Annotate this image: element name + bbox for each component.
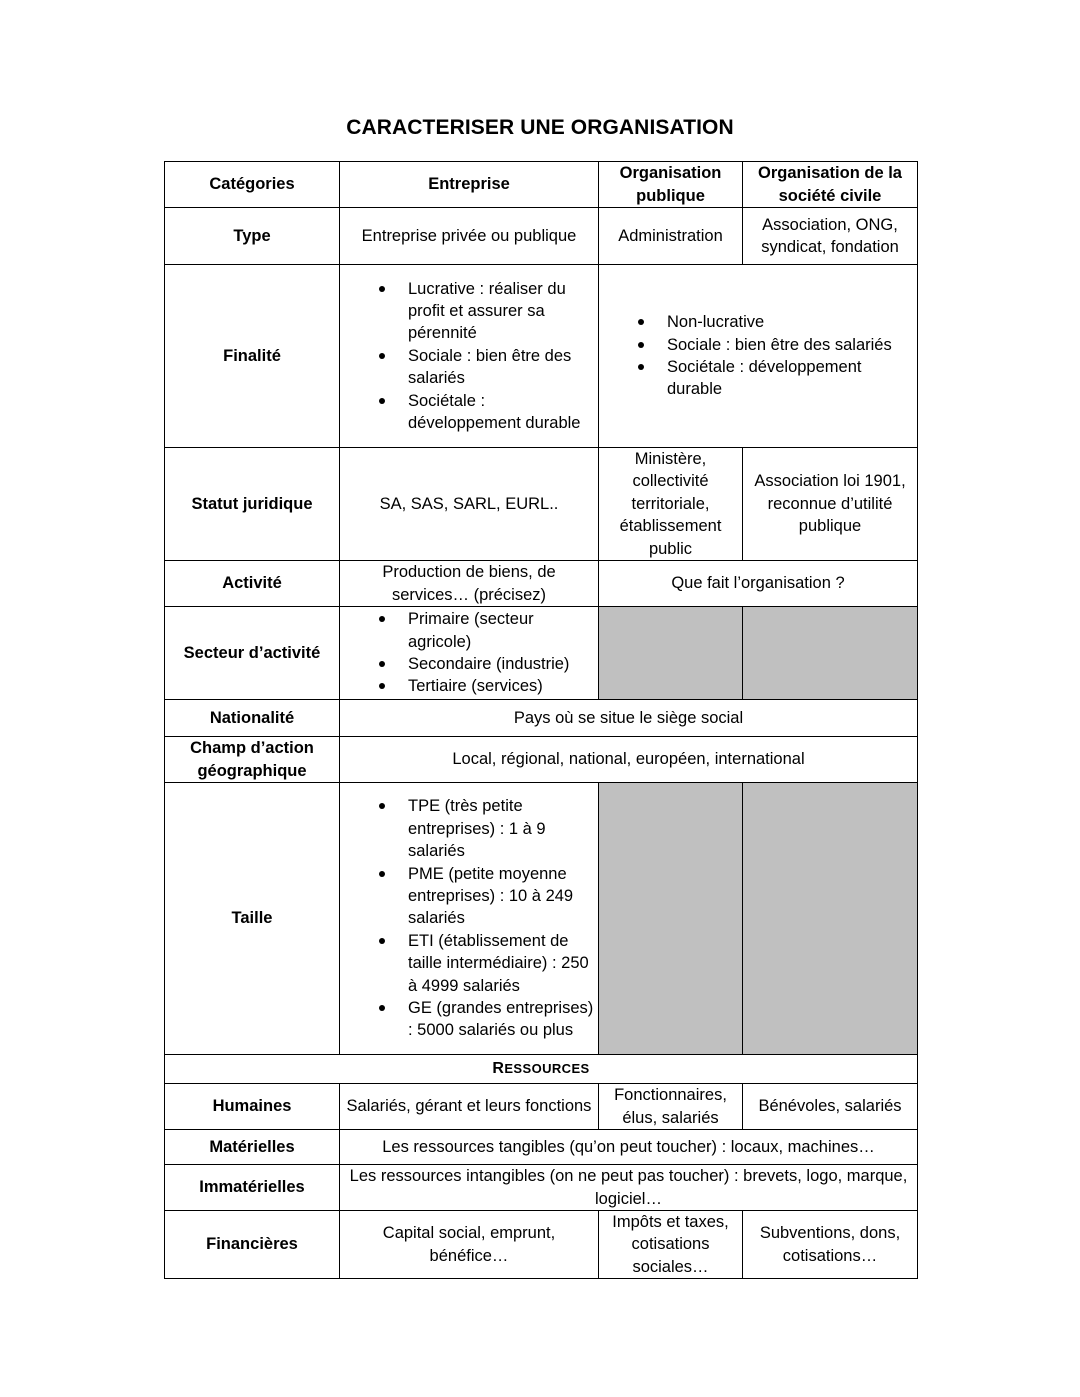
row-ressources-heading (165, 1055, 918, 1084)
cell-publique-civile (599, 265, 918, 448)
organisation-table (164, 161, 918, 1279)
cell-entreprise: Production de biens, de services… (précisez) (340, 561, 599, 607)
header-row (165, 162, 918, 208)
bullet-list (344, 608, 594, 698)
row-materielles (165, 1130, 918, 1165)
cell-value: Les ressources intangibles (on ne peut pas toucher) : brevets, logo, marque, logiciel… (340, 1165, 918, 1211)
row-statut (165, 448, 918, 561)
list-item: Secondaire (industrie) (408, 653, 594, 675)
cell-entreprise: SA, SAS, SARL, EURL.. (340, 448, 599, 561)
cell-publique: Impôts et taxes, cotisations sociales… (599, 1211, 743, 1279)
row-label: Humaines (165, 1084, 340, 1130)
cell-publique-empty (599, 783, 743, 1055)
cell-publique-civile: Que fait l’organisation ? (599, 561, 918, 607)
list-item: Non-lucrative (667, 311, 913, 333)
list-item: ETI (établissement de taille intermédiaire) : 250 à 4999 salariés (408, 930, 594, 997)
row-label: Finalité (165, 265, 340, 448)
row-humaines (165, 1084, 918, 1130)
list-item: Primaire (secteur agricole) (408, 608, 594, 653)
row-label: Secteur d’activité (165, 607, 340, 700)
cell-entreprise: Salariés, gérant et leurs fonctions (340, 1084, 599, 1130)
row-taille (165, 783, 918, 1055)
cell-publique: Administration (599, 208, 743, 265)
list-item: Sociétale : développement durable (408, 390, 594, 435)
cell-entreprise: Entreprise privée ou publique (340, 208, 599, 265)
row-finalite (165, 265, 918, 448)
list-item: TPE (très petite entreprises) : 1 à 9 salariés (408, 795, 594, 862)
row-label: Matérielles (165, 1130, 340, 1165)
cell-publique: Ministère, collectivité territoriale, établissement public (599, 448, 743, 561)
cell-publique: Fonctionnaires, élus, salariés (599, 1084, 743, 1130)
list-item: Lucrative : réaliser du profit et assurer sa pérennité (408, 278, 594, 345)
heading-rest: ESSOURCES (504, 1060, 590, 1076)
row-label: Activité (165, 561, 340, 607)
cell-civile: Subventions, dons, cotisations… (743, 1211, 918, 1279)
header-publique: Organisation publique (599, 162, 743, 208)
bullet-list (344, 795, 594, 1041)
page-title: CARACTERISER UNE ORGANISATION (346, 116, 734, 139)
heading-initial: R (492, 1059, 505, 1077)
cell-entreprise (340, 265, 599, 448)
header-civile: Organisation de la société civile (743, 162, 918, 208)
row-type (165, 208, 918, 265)
cell-entreprise (340, 607, 599, 700)
row-nationalite (165, 700, 918, 737)
row-champ (165, 737, 918, 783)
header-categories: Catégories (165, 162, 340, 208)
row-secteur (165, 607, 918, 700)
row-label: Taille (165, 783, 340, 1055)
row-label: Statut juridique (165, 448, 340, 561)
bullet-list (344, 278, 594, 435)
cell-value: Local, régional, national, européen, international (340, 737, 918, 783)
row-immaterielles (165, 1165, 918, 1211)
cell-civile: Association loi 1901, reconnue d’utilité publique (743, 448, 918, 561)
ressources-heading (165, 1055, 918, 1084)
row-label: Immatérielles (165, 1165, 340, 1211)
cell-civile-empty (743, 607, 918, 700)
list-item: PME (petite moyenne entreprises) : 10 à 249 salariés (408, 863, 594, 930)
row-label: Type (165, 208, 340, 265)
cell-value: Les ressources tangibles (qu’on peut toucher) : locaux, machines… (340, 1130, 918, 1165)
cell-civile: Association, ONG, syndicat, fondation (743, 208, 918, 265)
header-entreprise: Entreprise (340, 162, 599, 208)
cell-entreprise: Capital social, emprunt, bénéfice… (340, 1211, 599, 1279)
row-financieres (165, 1211, 918, 1279)
list-item: Sociale : bien être des salariés (667, 334, 913, 356)
cell-civile: Bénévoles, salariés (743, 1084, 918, 1130)
cell-publique-empty (599, 607, 743, 700)
list-item: Sociale : bien être des salariés (408, 345, 594, 390)
cell-civile-empty (743, 783, 918, 1055)
row-label: Champ d’action géographique (165, 737, 340, 783)
row-label: Nationalité (165, 700, 340, 737)
row-activite (165, 561, 918, 607)
bullet-list (603, 311, 913, 401)
list-item: GE (grandes entreprises) : 5000 salariés ou plus (408, 997, 594, 1042)
cell-value: Pays où se situe le siège social (340, 700, 918, 737)
row-label: Financières (165, 1211, 340, 1279)
list-item: Sociétale : développement durable (667, 356, 913, 401)
list-item: Tertiaire (services) (408, 675, 594, 697)
cell-entreprise (340, 783, 599, 1055)
